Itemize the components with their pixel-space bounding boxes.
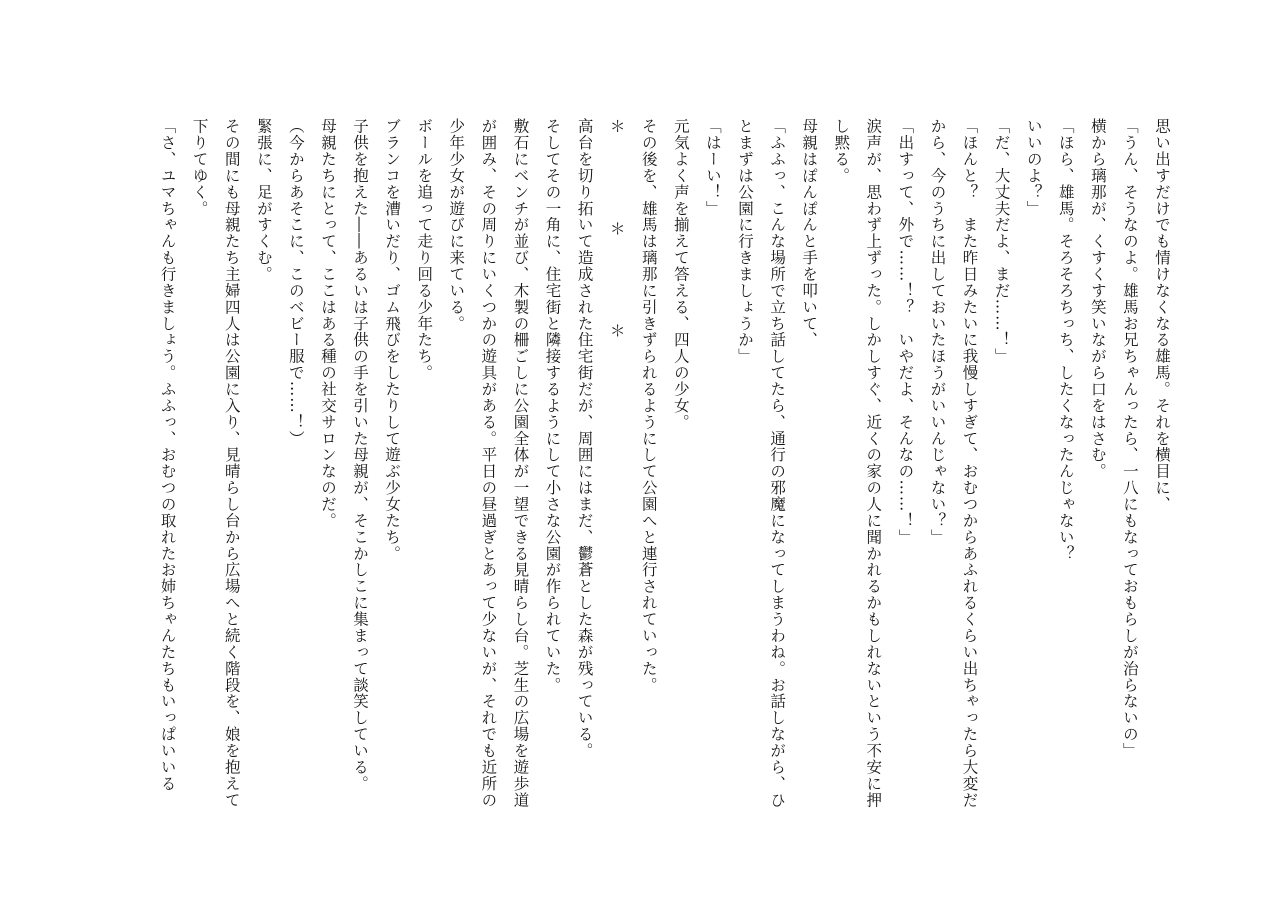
paragraph: ブランコを漕いだり、ゴム飛びをしたりして遊ぶ少女たち。 [383,118,402,562]
paragraph: 横から璃那が、くすくす笑いながら口をはさむ。 [1088,118,1107,480]
paragraph: そしてその一角に、住宅街と隣接するようにして小さな公園が作られていた。 [543,118,562,694]
paragraph: 高台を切り拓いて造成された住宅街だが、周囲にはまだ、鬱蒼とした森が残っている。 [575,118,594,759]
paragraph: （今からあそこに、このベビー服で……！） [286,118,305,447]
paragraph: 緊張に、足がすくむ。 [254,118,273,283]
paragraph: 敷石にベンチが並び、木製の柵ごしに公園全体が一望できる見晴らし台。芝生の広場を遊歩道が囲み、その周りにいくつかの遊具がある。平日の昼過ぎとあって少ないが、それでも近所の少年少女が遊びに来ている。 [447,118,530,809]
paragraph: 「はーい！」 [703,118,722,217]
paragraph: ボールを追って走り回る少年たち。 [415,118,434,381]
vertical-text-body [98,118,1178,818]
paragraph: 「ほら、雄馬。そろそろちっち、したくなったんじゃない？ [1056,118,1075,562]
paragraph: その間にも母親たち主婦四人は公園に入り、見晴らし台から広場へと続く階段を、娘を抱えて下りてゆく。 [190,118,241,809]
paragraph: いいのよ？」 [1024,118,1043,217]
paragraph: 「ふふっ、こんな場所で立ち話してたら、通行の邪魔になってしまうわね。お話しながら、ひとまずは公園に行きましょうか」 [735,118,787,809]
paragraph: その後を、雄馬は璃那に引きずられるようにして公園へと連行されていった。 [639,118,658,694]
paragraph: 涙声が、思わず上ずった。しかしすぐ、近くの家の人に聞かれるかもしれないという不安に押し黙る。 [832,118,883,809]
paragraph: 母親たちにとって、ここはある種の社交サロンなのだ。 [318,118,337,529]
paragraph: 「さ、ユマちゃんも行きましょう。ふふっ、おむつの取れたお姉ちゃんたちもいっぱいいる [158,118,177,792]
paragraph: 元気よく声を揃えて答える、四人の少女。 [671,118,690,431]
scene-break: ＊ ＊ ＊ [607,118,626,357]
paragraph: 思い出すだけでも情けなくなる雄馬。それを横目に、 [1153,118,1171,513]
paragraph: 「ほんと？ また昨日みたいに我慢しすぎて、おむつからあふれるくらい出ちゃったら大変だから、今のうちに出しておいたほうがいいんじゃない？」 [928,118,979,809]
paragraph: 子供を抱えた――あるいは子供の手を引いた母親が、そこかしこに集まって談笑している。 [351,118,370,792]
paragraph: 「うん、そうなのよ。雄馬お兄ちゃんったら、一八にもなっておもらしが治らないの」 [1120,118,1139,759]
paragraph: 「出すって、外で……！？ いやだよ、そんなの……！」 [896,118,915,546]
paragraph: 「だ、大丈夫だよ、まだ……！」 [992,118,1011,365]
paragraph: 母親はぽんぽんと手を叩いて、 [800,118,819,349]
